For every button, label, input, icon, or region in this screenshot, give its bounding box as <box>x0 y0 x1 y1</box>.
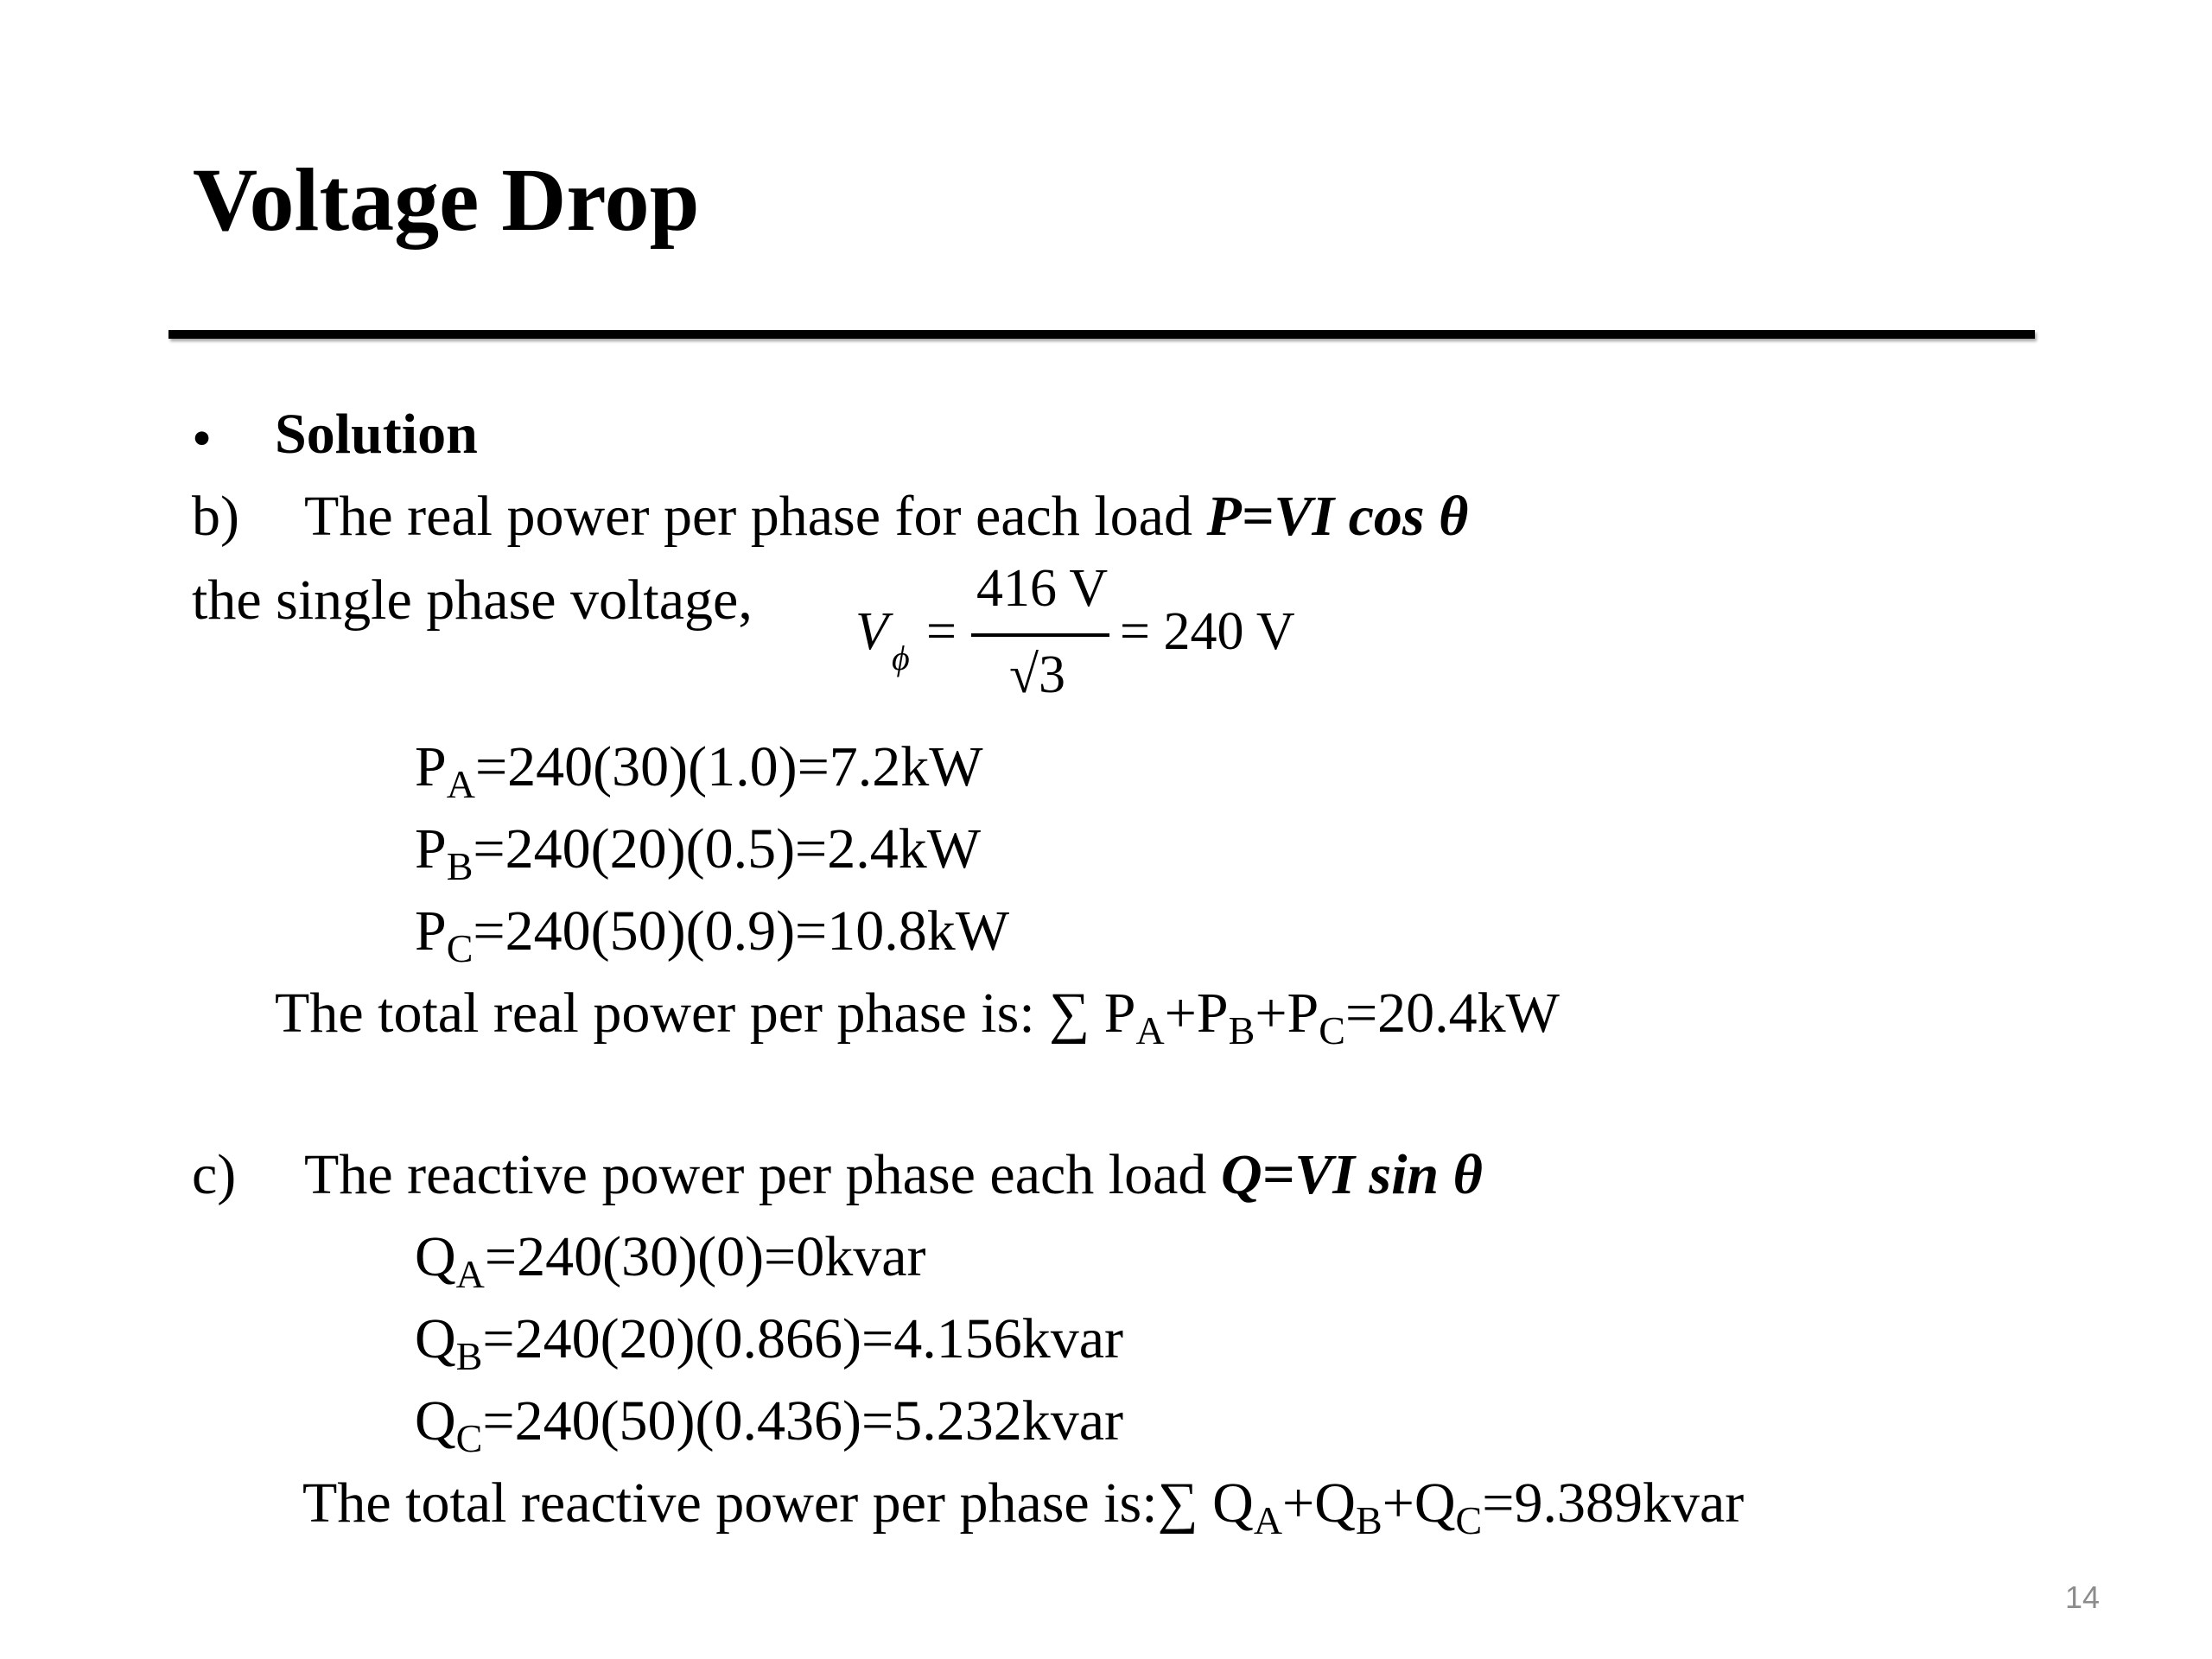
term: P <box>1196 982 1229 1045</box>
part-b-text: The real power per phase for each load <box>304 485 1207 548</box>
expression: =240(20)(0.866)=4.156kvar <box>482 1307 1123 1370</box>
expression: =240(20)(0.5)=2.4kW <box>473 817 982 880</box>
symbol: Q <box>415 1389 456 1452</box>
fraction-numerator: 416 V <box>976 559 1109 618</box>
total-reactive-power <box>302 1471 1745 1542</box>
plus: + <box>1282 1471 1315 1535</box>
part-b-line <box>192 485 1469 548</box>
equals-sign: = <box>926 602 957 661</box>
plus: + <box>1255 982 1287 1045</box>
part-b-marker: b) <box>192 485 239 548</box>
solution-heading: Solution <box>275 403 478 466</box>
symbol: P <box>415 735 447 798</box>
expression: =240(30)(1.0)=7.2kW <box>474 735 983 798</box>
symbol: Q <box>415 1307 456 1370</box>
symbol: Q <box>415 1225 456 1288</box>
symbol: P <box>415 899 447 963</box>
subscript: A <box>1135 1007 1165 1052</box>
part-c-text: The reactive power per phase each load <box>304 1143 1221 1206</box>
real-power-formula: P=VI cos θ <box>1206 485 1469 548</box>
term: P <box>1287 982 1319 1045</box>
expression: =240(50)(0.9)=10.8kW <box>473 899 1010 963</box>
title-divider <box>168 330 2035 339</box>
plus: + <box>1164 982 1197 1045</box>
subscript: A <box>1253 1497 1283 1542</box>
subscript: C <box>446 925 474 970</box>
load-b-real-power <box>415 817 982 888</box>
expression: =240(50)(0.436)=5.232kvar <box>482 1389 1123 1452</box>
phase-voltage-result: = 240 V <box>1120 602 1295 661</box>
total-real-power <box>275 982 1560 1052</box>
subscript: C <box>1319 1007 1345 1052</box>
load-b-reactive-power <box>415 1307 1123 1378</box>
expression: =240(30)(0)=0kvar <box>484 1225 926 1288</box>
part-c-marker: c) <box>192 1143 237 1206</box>
page-number: 14 <box>2065 1580 2101 1615</box>
fraction-denominator: √3 <box>1009 645 1066 704</box>
load-c-real-power <box>415 899 1010 970</box>
subscript: C <box>455 1415 483 1460</box>
term: Q <box>1212 1471 1254 1535</box>
voltage-intro: the single phase voltage, <box>192 569 753 632</box>
term: Q <box>1414 1471 1456 1535</box>
voltage-subscript: ϕ <box>892 639 910 677</box>
bullet-icon: • <box>192 407 213 470</box>
load-a-reactive-power <box>415 1225 926 1296</box>
total-result: =9.389kvar <box>1482 1471 1745 1535</box>
subscript: A <box>446 761 475 806</box>
fraction-bar <box>971 633 1109 637</box>
total-label: The total reactive power per phase is:∑ <box>302 1471 1213 1535</box>
plus: + <box>1382 1471 1414 1535</box>
load-a-real-power <box>415 735 983 806</box>
total-result: =20.4kW <box>1344 982 1560 1045</box>
subscript: A <box>455 1251 485 1296</box>
total-label: The total real power per phase is: ∑ <box>275 982 1104 1045</box>
subscript: B <box>1355 1497 1382 1542</box>
symbol: P <box>415 817 447 880</box>
term: P <box>1103 982 1136 1045</box>
subscript: B <box>446 843 474 888</box>
subscript: B <box>455 1333 483 1378</box>
voltage-symbol: V <box>855 602 888 661</box>
subscript: B <box>1228 1007 1255 1052</box>
reactive-power-formula: Q=VI sin θ <box>1220 1143 1483 1206</box>
part-c-line <box>192 1143 1483 1206</box>
load-c-reactive-power <box>415 1389 1123 1460</box>
term: Q <box>1314 1471 1356 1535</box>
slide-title: Voltage Drop <box>193 150 700 250</box>
subscript: C <box>1455 1497 1483 1542</box>
